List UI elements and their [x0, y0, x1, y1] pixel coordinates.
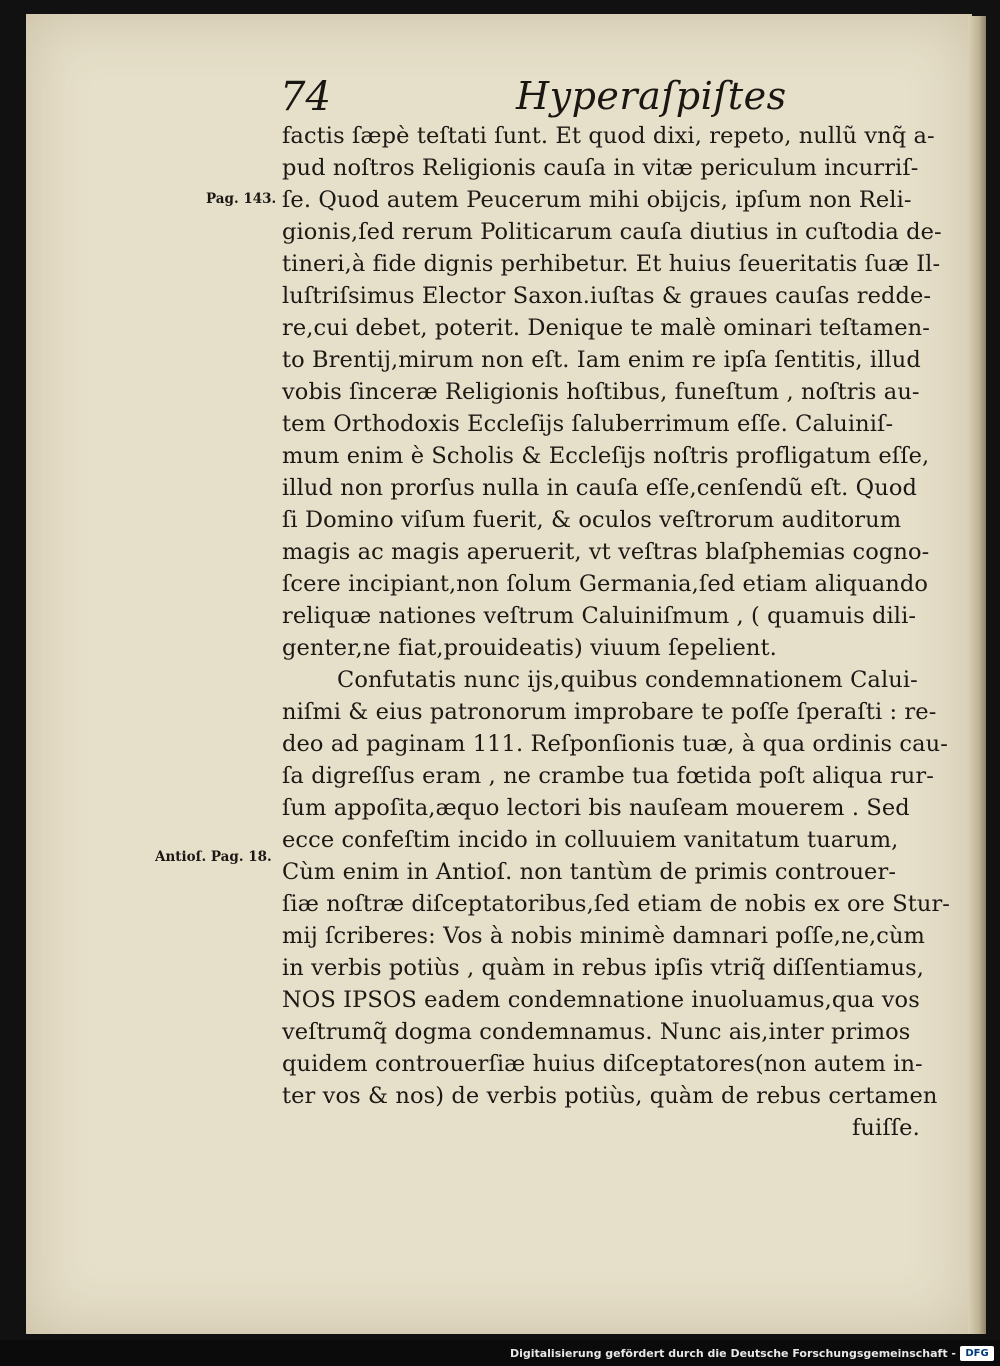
text-line: NOS IPSOS eadem condemnatione inuoluamus,qua vos — [282, 987, 920, 1013]
catchword: fuiſſe. — [852, 1115, 920, 1141]
text-line: to Brentij,mirum non eſt. Iam enim re ipſa ſentitis, illud — [282, 347, 921, 373]
page-edge — [968, 16, 986, 1334]
text-line: ſe. Quod autem Peucerum mihi obijcis, ipſum non Reli- — [282, 187, 912, 213]
text-line: ecce confeſtim incido in colluuiem vanitatum tuarum, — [282, 827, 899, 853]
text-line: factis ſæpè teſtati ſunt. Et quod dixi, repeto, nullũ vnq̃ a- — [282, 123, 935, 149]
marginal-note-page-reference: Pag. 143. — [206, 191, 277, 207]
text-line: pud noſtros Religionis cauſa in vitæ periculum incurriſ- — [282, 155, 919, 181]
digitization-footer — [0, 1340, 1000, 1366]
text-line: quidem controuerſiæ huius diſceptatores(non autem in- — [282, 1051, 923, 1077]
page-number: 74 — [280, 74, 331, 120]
text-line-paragraph-start: Confutatis nunc ijs,quibus condemnationem Calui- — [337, 667, 918, 693]
text-line: in verbis potiùs , quàm in rebus ipſis vtriq̃ diſſentiamus, — [282, 955, 925, 981]
text-line: tineri,à fide dignis perhibetur. Et huius ſeueritatis ſuæ Il- — [282, 251, 941, 277]
dfg-logo: DFG — [960, 1346, 994, 1361]
text-line: illud non prorſus nulla in cauſa eſſe,cenſendũ eſt. Quod — [282, 475, 917, 501]
text-line: mij ſcriberes: Vos à nobis minimè damnari poſſe,ne,cùm — [282, 923, 925, 949]
running-title: Hyperaſpiſtes — [516, 74, 787, 118]
text-line: vobis ſinceræ Religionis hoſtibus, funeſtum , noſtris au- — [282, 379, 920, 405]
text-line: genter,ne fiat,prouideatis) viuum ſepelient. — [282, 635, 777, 661]
text-line: re,cui debet, poterit. Denique te malè ominari teſtamen- — [282, 315, 930, 341]
text-line: veſtrumq̃ dogma condemnamus. Nunc ais,inter primos — [282, 1019, 911, 1045]
text-line: ſiæ noſtræ diſceptatoribus,ſed etiam de nobis ex ore Stur- — [282, 891, 951, 917]
text-line: niſmi & eius patronorum improbare te poſſe ſperaſti : re- — [282, 699, 937, 725]
text-line: deo ad paginam 111. Reſponſionis tuæ, à qua ordinis cau- — [282, 731, 948, 757]
text-line: ter vos & nos) de verbis potiùs, quàm de rebus certamen — [282, 1083, 938, 1109]
text-line: gionis,ſed rerum Politicarum cauſa diutius in cuſtodia de- — [282, 219, 942, 245]
text-line: ſi Domino viſum fuerit, & oculos veſtrorum auditorum — [282, 507, 902, 533]
text-line: luſtriſsimus Elector Saxon.iuſtas & graues cauſas redde- — [282, 283, 932, 309]
text-line: mum enim è Scholis & Eccleſijs noſtris profligatum eſſe, — [282, 443, 930, 469]
page-header — [280, 74, 787, 126]
text-line: reliquæ nationes veſtrum Caluiniſmum , ( quamuis dili- — [282, 603, 917, 629]
text-line: magis ac magis aperuerit, vt veſtras blaſphemias cogno- — [282, 539, 930, 565]
text-line: ſa digreſſus eram , ne crambe tua fœtida poſt aliqua rur- — [282, 763, 934, 789]
funding-note: Digitalisierung gefördert durch die Deutsche Forschungsgemeinschaft - — [509, 1347, 956, 1360]
text-line: ſcere incipiant,non ſolum Germania,ſed etiam aliquando — [282, 571, 929, 597]
marginal-note-antiosophia-reference: Antioſ. Pag. 18. — [155, 849, 272, 865]
text-line: ſum appoſita,æquo lectori bis nauſeam mouerem . Sed — [282, 795, 910, 821]
text-line: tem Orthodoxis Eccleſijs ſaluberrimum eſſe. Caluiniſ- — [282, 411, 894, 437]
text-line: Cùm enim in Antioſ. non tantùm de primis controuer- — [282, 859, 897, 885]
